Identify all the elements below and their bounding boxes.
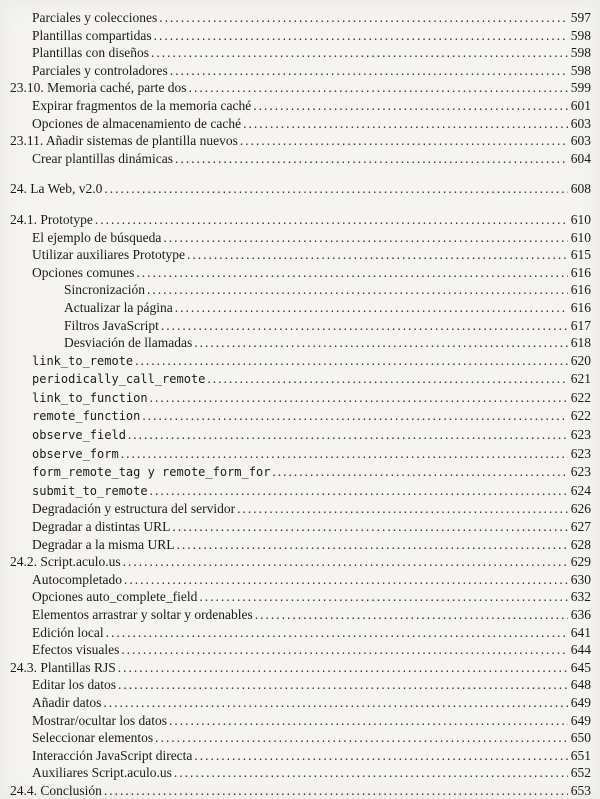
toc-page-number: 645 <box>570 659 591 675</box>
toc-entry <box>10 500 591 518</box>
dot-leader <box>150 482 568 500</box>
dot-leader <box>150 389 568 407</box>
toc-page-number: 622 <box>570 408 591 424</box>
toc-entry-title: Parciales y colecciones <box>32 10 158 25</box>
toc-entry <box>10 694 591 712</box>
toc-page-number: 623 <box>570 464 591 480</box>
toc-page-number: 616 <box>570 299 591 315</box>
dot-leader <box>272 463 567 481</box>
toc-entry <box>10 115 591 133</box>
toc-entry-title: Actualizar la página <box>64 299 173 315</box>
toc-page-number: 641 <box>570 624 591 640</box>
toc-entry-title: form_remote_tag y remote_form_for <box>32 465 271 480</box>
toc-entry <box>10 79 591 97</box>
dot-leader <box>163 229 567 247</box>
toc-entry <box>10 334 591 352</box>
toc-page-number: 623 <box>570 445 591 461</box>
toc-entry <box>10 62 591 80</box>
toc-entry-title: Opciones comunes <box>32 264 135 280</box>
toc-entry-title: Edición local <box>32 624 104 640</box>
toc-entry-title: periodically_call_remote <box>32 372 206 387</box>
toc-page-number: 610 <box>570 211 591 227</box>
toc-entry-title: 24.1. Prototype <box>10 211 93 227</box>
toc-page-number: 618 <box>570 335 591 351</box>
toc-page-number: 629 <box>570 554 591 570</box>
toc-entry <box>10 211 591 229</box>
toc-entry-title: Autocompletado <box>32 571 122 587</box>
dot-leader <box>187 246 568 264</box>
toc-page-number: 598 <box>570 45 591 61</box>
dot-leader <box>189 79 568 97</box>
toc-entry-title: 24.4. Conclusión <box>10 782 102 798</box>
toc-entry <box>10 97 591 115</box>
dot-leader <box>243 115 568 133</box>
toc-entry <box>10 659 591 677</box>
toc-entry-title: Plantillas compartidas <box>32 27 152 43</box>
dot-leader <box>103 694 567 712</box>
toc-page-number: 649 <box>570 694 591 710</box>
dot-leader <box>207 370 567 388</box>
toc-entry <box>10 712 591 730</box>
toc-entry-title: Utilizar auxiliares Prototype <box>32 247 185 263</box>
dot-leader <box>118 676 568 694</box>
toc-entry <box>10 641 591 659</box>
toc-entry <box>10 445 591 464</box>
toc-entry-title: Opciones auto_complete_field <box>32 589 198 605</box>
toc-page-number: 636 <box>570 607 591 622</box>
toc-entry <box>10 317 591 335</box>
toc-entry <box>10 624 591 642</box>
dot-leader <box>95 211 568 229</box>
dot-leader <box>147 281 568 299</box>
toc-page-number: 617 <box>570 317 591 333</box>
dot-leader <box>169 712 568 730</box>
dot-leader <box>155 729 568 747</box>
toc-page-number: 608 <box>570 181 591 197</box>
toc-entry-title: 24. La Web, v2.0 <box>10 181 103 197</box>
toc-entry-title: Elementos arrastrar y soltar y ordenables <box>32 607 253 622</box>
toc-page-number: 630 <box>570 571 591 587</box>
toc-entry-title: Expirar fragmentos de la memoria caché <box>32 97 252 113</box>
toc-entry <box>10 229 591 247</box>
dot-leader <box>237 500 568 518</box>
toc-page-number: 651 <box>570 747 591 763</box>
dot-leader <box>104 180 567 198</box>
dot-leader <box>128 426 568 444</box>
toc-entry <box>10 44 591 62</box>
toc-entry-title: Auxiliares Script.aculo.us <box>32 765 172 781</box>
toc-entry-title: remote_function <box>32 409 141 424</box>
dot-leader <box>123 553 568 571</box>
toc-page-number: 626 <box>570 501 591 517</box>
toc-page-number: 648 <box>570 677 591 693</box>
toc-page-number: 650 <box>570 730 591 746</box>
dot-leader <box>194 747 567 765</box>
toc-entry-title: Efectos visuales <box>32 642 120 658</box>
toc-entry-title: Degradación y estructura del servidor <box>32 501 236 517</box>
toc-entry <box>10 571 591 589</box>
dot-leader <box>174 764 568 782</box>
toc-page-number: 604 <box>570 150 591 166</box>
toc-page-number: 597 <box>570 10 591 25</box>
dot-leader <box>194 334 568 352</box>
toc-entry <box>10 518 591 536</box>
toc-page-number: 615 <box>570 247 591 263</box>
toc-entry-title: Añadir datos <box>32 694 102 710</box>
toc-entry-title: Interacción JavaScript directa <box>32 747 193 763</box>
dot-leader <box>154 27 568 45</box>
toc-chapter-entry <box>10 180 591 198</box>
dot-leader <box>136 264 567 282</box>
toc-page-number: 649 <box>570 712 591 728</box>
dot-leader <box>255 606 568 624</box>
dot-leader <box>124 571 568 589</box>
dot-leader <box>118 659 568 677</box>
dot-leader <box>175 299 568 317</box>
toc-page-number: 598 <box>570 62 591 78</box>
toc-entry <box>10 463 591 482</box>
toc-entry <box>10 264 591 282</box>
dot-leader <box>121 445 568 463</box>
toc-entry <box>10 389 591 408</box>
toc-list <box>10 9 591 799</box>
toc-entry-title: Desviación de llamadas <box>64 335 193 351</box>
dot-leader <box>172 518 567 536</box>
toc-entry-title: Degradar a la misma URL <box>32 536 175 552</box>
toc-entry-title: Plantillas con diseños <box>32 45 149 61</box>
toc-entry <box>10 482 591 501</box>
dot-leader <box>199 588 567 606</box>
toc-entry-title: observe_field <box>32 428 126 443</box>
dot-leader <box>142 407 567 425</box>
toc-page-number: 616 <box>570 264 591 280</box>
dot-leader <box>121 641 567 659</box>
toc-entry <box>10 27 591 45</box>
toc-entry <box>10 676 591 694</box>
toc-entry-title: Parciales y controladores <box>32 62 168 78</box>
toc-page-number: 624 <box>570 482 591 498</box>
toc-entry <box>10 536 591 554</box>
toc-entry <box>10 606 591 624</box>
toc-entry-title: Seleccionar elementos <box>32 730 154 746</box>
dot-leader <box>253 97 567 115</box>
toc-page-number: 652 <box>570 765 591 781</box>
dot-leader <box>175 150 568 168</box>
toc-entry-title: Mostrar/ocultar los datos <box>32 712 167 728</box>
toc-entry-title: observe_form <box>32 446 119 461</box>
dot-leader <box>240 132 568 150</box>
dot-leader <box>159 9 568 27</box>
toc-page-number: 598 <box>570 27 591 43</box>
toc-entry <box>10 370 591 389</box>
toc-page-number: 623 <box>570 427 591 443</box>
toc-entry <box>10 782 591 799</box>
dot-leader <box>151 44 568 62</box>
toc-entry-title: submit_to_remote <box>32 483 148 498</box>
toc-page-number: 621 <box>570 371 591 387</box>
toc-entry <box>10 281 591 299</box>
toc-page-number: 622 <box>570 389 591 405</box>
toc-page-number: 603 <box>570 133 591 149</box>
toc-entry <box>10 553 591 571</box>
toc-page-number: 616 <box>570 282 591 298</box>
dot-leader <box>176 536 567 554</box>
toc-page-number: 632 <box>570 589 591 605</box>
dot-leader <box>106 624 568 642</box>
toc-page-number: 653 <box>570 782 591 798</box>
toc-entry-title: 24.3. Plantillas RJS <box>10 659 116 675</box>
toc-entry <box>10 9 591 27</box>
toc-entry-title: Opciones de almacenamiento de caché <box>32 115 242 131</box>
toc-entry-title: Crear plantillas dinámicas <box>32 150 173 166</box>
toc-entry-title: Degradar a distintas URL <box>32 519 171 535</box>
toc-entry-title: El ejemplo de búsqueda <box>32 229 162 245</box>
toc-entry-title: link_to_remote <box>32 353 134 368</box>
toc-page-number: 603 <box>570 115 591 131</box>
toc-page-number: 620 <box>570 352 591 368</box>
toc-page-number: 628 <box>570 536 591 552</box>
toc-page-number: 644 <box>570 642 591 658</box>
toc-entry-title: 23.11. Añadir sistemas de plantilla nuevos <box>10 133 238 149</box>
toc-entry <box>10 299 591 317</box>
toc-entry <box>10 132 591 150</box>
toc-entry-title: Filtros JavaScript <box>64 317 159 333</box>
toc-entry <box>10 426 591 445</box>
toc-entry <box>10 729 591 747</box>
toc-entry-title: 23.10. Memoria caché, parte dos <box>10 80 187 96</box>
dot-leader <box>170 62 568 80</box>
toc-entry-title: Sincronización <box>64 282 145 298</box>
toc-entry-title: link_to_function <box>32 390 148 405</box>
toc-page-number: 627 <box>570 519 591 535</box>
toc-entry-title: Editar los datos <box>32 677 116 693</box>
toc-entry <box>10 246 591 264</box>
toc-entry-title: 24.2. Script.aculo.us <box>10 554 121 570</box>
toc-entry <box>10 352 591 371</box>
toc-entry <box>10 747 591 765</box>
dot-leader <box>135 352 568 370</box>
toc-entry <box>10 764 591 782</box>
toc-page-number: 610 <box>570 229 591 245</box>
toc-page-number: 599 <box>570 80 591 96</box>
toc-entry <box>10 588 591 606</box>
dot-leader <box>104 782 568 799</box>
toc-entry <box>10 407 591 426</box>
toc-entry <box>10 150 591 168</box>
dot-leader <box>161 317 568 335</box>
toc-page-number: 601 <box>570 97 591 113</box>
